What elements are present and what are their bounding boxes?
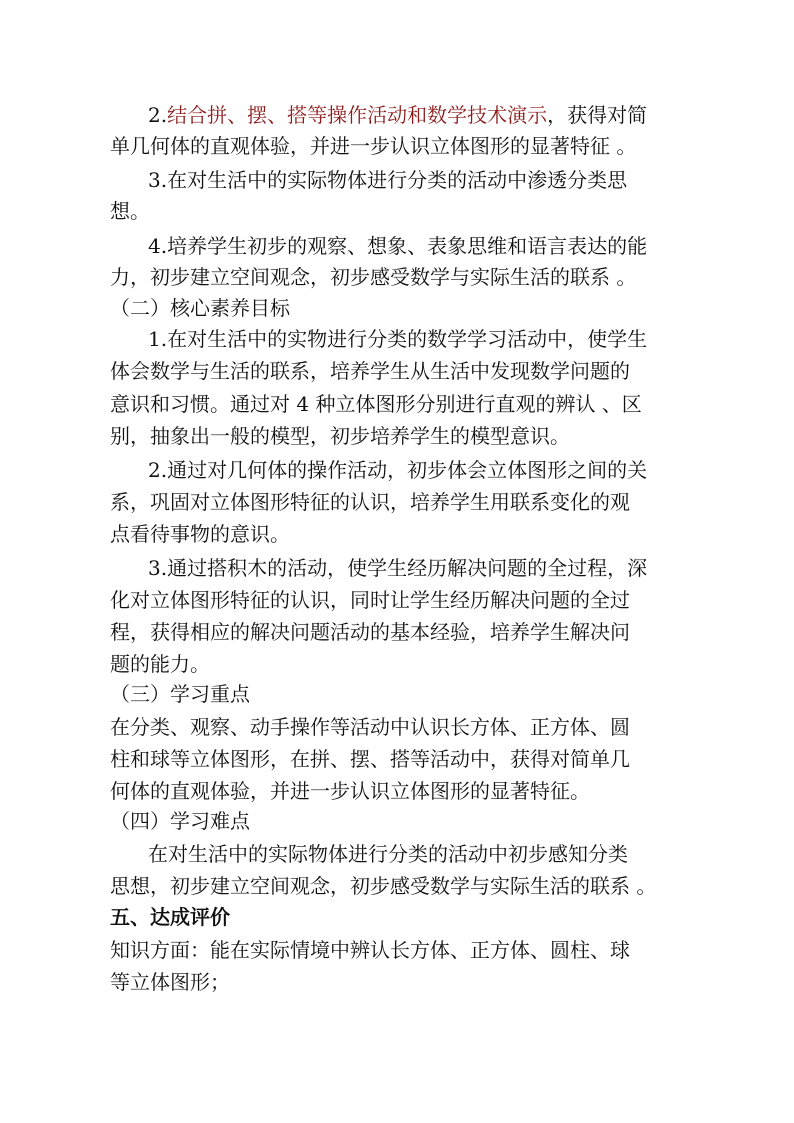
difficulties-line: 在对生活中的实际物体进行分类的活动中初步感知分类 <box>148 842 628 866</box>
core-goal-3-line: 3.通过搭积木的活动，使学生经历解决问题的全过程，深 <box>148 556 648 580</box>
text-line: 想。 <box>110 199 150 223</box>
text-line: 化对立体图形特征的认识，同时让学生经历解决问题的全过 <box>110 588 630 612</box>
core-goal-1-line: 1.在对生活中的实物进行分类的数学学习活动中，使学生 <box>148 327 648 351</box>
text-line: 等立体图形； <box>110 970 230 994</box>
text-line: 题的能力。 <box>110 652 210 676</box>
text-line: 单几何体的直观体验，并进一步认识立体图形的显著特征 。 <box>110 134 637 158</box>
core-goal-2-line: 2.通过对几何体的操作活动，初步体会立体图形之间的关 <box>148 458 648 482</box>
text-line: 何体的直观体验，并进一步认识立体图形的显著特征。 <box>110 779 590 803</box>
objective-2-number: 2. <box>148 103 168 127</box>
objective-2-highlight: 结合拼、摆、搭等操作活动和数学技术演示 <box>167 103 548 127</box>
objective-3-line: 3.在对生活中的实际物体进行分类的活动中渗透分类思 <box>148 168 628 192</box>
text-line: 力，初步建立空间观念，初步感受数学与实际生活的联系 。 <box>110 265 637 289</box>
text-line: 体会数学与生活的联系，培养学生从生活中发现数学问题的 <box>110 359 630 383</box>
text-line: 程，获得相应的解决问题活动的基本经验，培养学生解决问 <box>110 620 630 644</box>
text-line: 柱和球等立体图形，在拼、摆、搭等活动中，获得对简单几 <box>110 747 630 771</box>
section-heading-core-literacy: （二）核心素养目标 <box>110 296 290 320</box>
text-line: 意识和习惯。通过对 4 种立体图形分别进行直观的辨认 、区 <box>110 392 642 416</box>
section-heading-key-points: （三）学习重点 <box>110 682 250 706</box>
text-line: 思想，初步建立空间观念，初步感受数学与实际生活的联系 。 <box>110 874 657 898</box>
text-line: 别，抽象出一般的模型，初步培养学生的模型意识。 <box>110 424 570 448</box>
section-heading-assessment: 五、达成评价 <box>110 905 230 929</box>
objective-2-line <box>148 100 647 130</box>
assessment-line: 知识方面：能在实际情境中辨认长方体、正方体、圆柱、球 <box>110 938 630 962</box>
objective-4-line: 4.培养学生初步的观察、想象、表象思维和语言表达的能 <box>148 234 648 258</box>
section-heading-difficulties: （四）学习难点 <box>110 809 250 833</box>
text-line: 点看待事物的意识。 <box>110 522 290 546</box>
key-points-line: 在分类、观察、动手操作等活动中认识长方体、正方体、圆 <box>110 715 630 739</box>
text-line: 系，巩固对立体图形特征的认识，培养学生用联系变化的观 <box>110 490 630 514</box>
objective-2-tail: ，获得对简 <box>547 103 648 127</box>
